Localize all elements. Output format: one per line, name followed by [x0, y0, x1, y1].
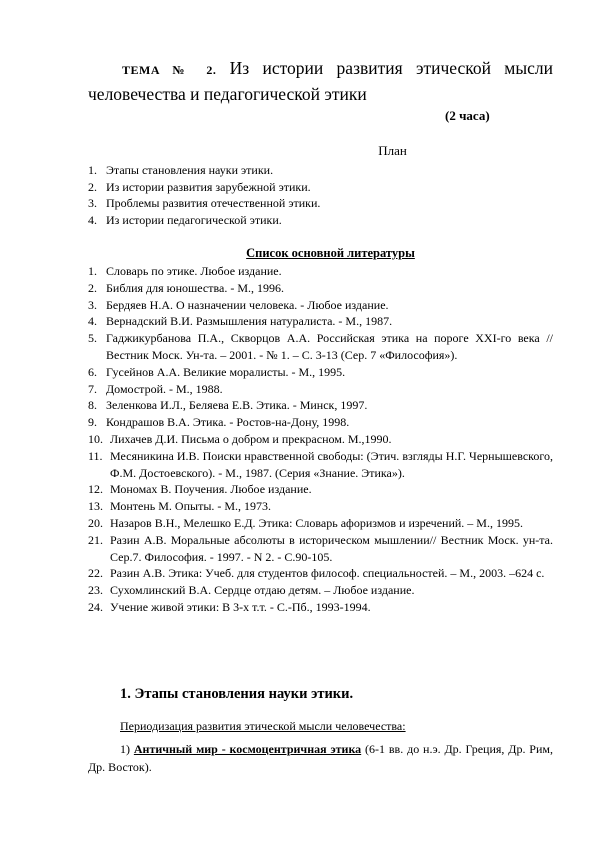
topic-number: ТЕМА № 2.: [122, 63, 217, 77]
plan-item-number: 1.: [88, 163, 97, 177]
literature-item-text: Гусейнов А.А. Великие моралисты. - М., 1995.: [106, 364, 346, 379]
literature-item-text: Бердяев Н.А. О назначении человека. - Любое издание.: [106, 297, 389, 312]
literature-item-text: Зеленкова И.Л., Беляева Е.В. Этика. - Минск, 1997.: [106, 398, 368, 413]
literature-item: [88, 397, 553, 414]
plan-item: [88, 195, 553, 212]
literature-item-text: Кондрашов В.А. Этика. - Ростов-на-Дону, 1998.: [106, 415, 350, 430]
literature-item-text: Сухомлинский В.А. Сердце отдаю детям. – Любое издание.: [110, 583, 415, 598]
literature-item-number: 1.: [88, 264, 97, 278]
literature-item-number: 10.: [88, 431, 103, 446]
literature-item-text: Библия для юношества. - М., 1996.: [106, 280, 284, 295]
literature-item-text: Домострой. - М., 1988.: [106, 381, 223, 396]
plan-item: [88, 212, 553, 229]
literature-item: [88, 381, 553, 398]
literature-item: [88, 565, 553, 582]
literature-item-number: 13.: [88, 499, 103, 514]
literature-item-text: Гаджикурбанова П.А., Скворцов А.А. Российская этика на пороге XXI-го века // Вестник Моск. Ун-та. – 2001. - № 1. – С. 3-13 (Сер. 7 «Философия»).: [106, 331, 553, 362]
literature-heading-text: Список основной литературы: [246, 246, 415, 260]
plan-item-text: Из истории педагогической этики.: [106, 212, 282, 227]
literature-item-text: Учение живой этики: В 3-х т.т. - С.-Пб., 1993-1994.: [110, 599, 371, 614]
paragraph-bold-term: Античный мир - космоцентричная этика: [133, 742, 362, 756]
literature-item: [88, 582, 553, 599]
literature-heading: [88, 246, 473, 261]
hours-label: (2 часа): [445, 108, 490, 123]
literature-list: [88, 263, 553, 616]
plan-heading-text: План: [378, 143, 407, 158]
plan-item: [88, 162, 553, 179]
literature-item-number: 3.: [88, 297, 97, 312]
literature-item: [88, 313, 553, 330]
literature-item-text: Разин А.В. Моральные абсолюты в историческом мышлении// Вестник Моск. ун-та. Сер.7. Философия. - 1997. - N 2. - С.90-105.: [110, 532, 553, 564]
plan-item-number: 2.: [88, 179, 97, 194]
literature-item-text: Назаров В.Н., Мелешко Е.Д. Этика: Словарь афоризмов и изречений. – М., 1995.: [110, 515, 523, 530]
section-heading: 1. Этапы становления науки этики.: [120, 686, 354, 702]
literature-item-number: 24.: [88, 599, 103, 614]
literature-item: [88, 414, 553, 431]
literature-item: [88, 431, 553, 448]
literature-item: [88, 481, 553, 498]
literature-item-number: 5.: [88, 331, 97, 346]
plan-item-text: Проблемы развития отечественной этики.: [106, 196, 321, 210]
topic-title: [88, 56, 553, 106]
literature-item: [88, 330, 553, 364]
plan-item-number: 3.: [88, 196, 97, 210]
literature-item-text: Вернадский В.И. Размышления натуралиста. - М., 1987.: [106, 314, 393, 329]
periodization-heading: Периодизация развития этической мысли человечества:: [120, 719, 406, 733]
literature-item-text: Монтень М. Опыты. - М., 1973.: [110, 499, 272, 514]
literature-item-number: 23.: [88, 583, 103, 598]
literature-item: [88, 448, 553, 482]
literature-item-number: 12.: [88, 482, 103, 497]
literature-item-text: Разин А.В. Этика: Учеб. для студентов философ. специальностей. – М., 2003. –624 с.: [110, 566, 545, 581]
plan-item-text: Этапы становления науки этики.: [106, 163, 274, 177]
literature-item: [88, 280, 553, 297]
literature-item: [88, 515, 553, 532]
plan-item-number: 4.: [88, 212, 97, 227]
periodization-paragraph: [88, 740, 553, 776]
literature-item-text: Словарь по этике. Любое издание.: [106, 264, 282, 278]
literature-item-text: Месяникина И.В. Поиски нравственной свободы: (Этич. взгляды Н.Г. Чернышевского, Ф.М. Достоевского). - М., 1987. (Серия «Знание. Этика»).: [110, 448, 553, 480]
literature-item-number: 20.: [88, 515, 103, 530]
literature-item-number: 4.: [88, 314, 97, 329]
literature-item-number: 9.: [88, 415, 97, 430]
literature-item-number: 8.: [88, 398, 97, 413]
literature-item: [88, 532, 553, 566]
paragraph-number: 1): [120, 742, 130, 756]
plan-heading: [0, 143, 485, 159]
literature-item-number: 7.: [88, 381, 97, 396]
literature-item: [88, 599, 553, 616]
literature-item: [88, 498, 553, 515]
literature-item-text: Лихачев Д.И. Письма о добром и прекрасном. М.,1990.: [110, 431, 392, 446]
literature-item-number: 21.: [88, 532, 103, 547]
topic-title-text: Из истории развития этической мысли человечества и педагогической этики: [88, 58, 553, 104]
literature-item-number: 22.: [88, 566, 103, 581]
literature-item-number: 2.: [88, 280, 97, 295]
literature-item: [88, 364, 553, 381]
literature-item-text: Мономах В. Поучения. Любое издание.: [110, 482, 312, 497]
literature-item-number: 6.: [88, 364, 97, 379]
paragraph-rest: (6-1 вв. до н.э. Др. Греция, Др. Рим, Др. Восток).: [88, 742, 553, 774]
plan-item: [88, 179, 553, 196]
plan-item-text: Из истории развития зарубежной этики.: [106, 179, 311, 194]
literature-item: [88, 263, 553, 280]
plan-list: [88, 162, 553, 228]
literature-item: [88, 297, 553, 314]
literature-item-number: 11.: [88, 448, 103, 463]
